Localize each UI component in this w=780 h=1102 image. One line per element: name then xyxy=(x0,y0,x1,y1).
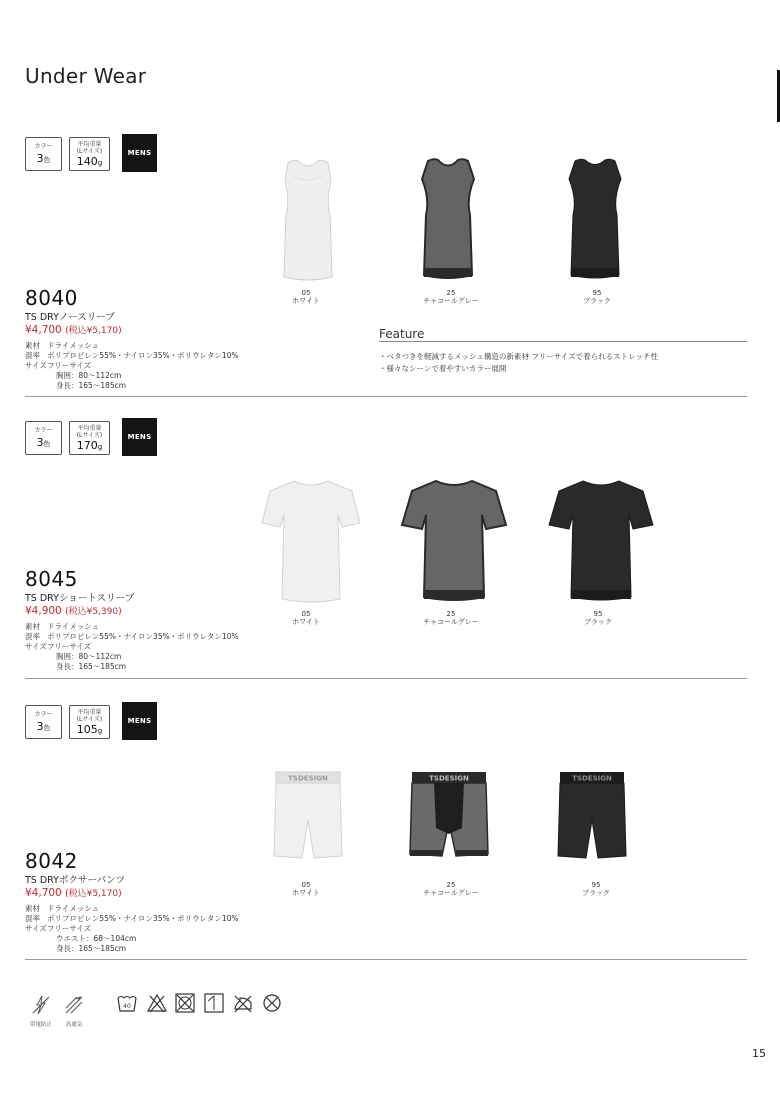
badge-group xyxy=(25,421,225,461)
feature-item: ・様々なシーンで着やすいカラー展開 xyxy=(379,364,507,373)
care-icons xyxy=(116,992,316,1022)
boxer-black-image xyxy=(552,768,632,863)
section-divider xyxy=(25,959,747,960)
product-code: 8042 xyxy=(25,849,78,873)
antistatic-icon xyxy=(29,993,53,1017)
product-specs xyxy=(25,622,239,672)
weight-label: 平均重量 xyxy=(77,425,102,432)
variant-color: チャコールグレー xyxy=(423,297,479,305)
variant-caption xyxy=(266,881,346,897)
weight-unit: g xyxy=(97,443,103,451)
variant-color: ホワイト xyxy=(292,618,320,626)
product-specs xyxy=(25,904,239,954)
variant-number: 25 xyxy=(446,289,456,297)
size-key: サイズ xyxy=(25,361,47,370)
wash-40-icon xyxy=(116,992,138,1014)
variant-number: 05 xyxy=(301,289,311,297)
variant-color: チャコールグレー xyxy=(423,618,479,626)
variant-number: 05 xyxy=(301,610,311,618)
variant-color: ブラック xyxy=(582,889,610,897)
weight-label: 平均重量 xyxy=(77,141,102,148)
feature-title: Feature xyxy=(379,327,425,341)
color-count-badge xyxy=(25,705,62,739)
no-dry-clean-icon xyxy=(261,992,283,1014)
variant-caption xyxy=(266,289,346,305)
variant-color: ホワイト xyxy=(292,297,320,305)
breathable-icon xyxy=(62,993,86,1017)
weight-value: 140 xyxy=(76,155,98,168)
product-price xyxy=(25,323,122,336)
product-code: 8040 xyxy=(25,286,78,310)
line-dry-icon xyxy=(203,992,225,1014)
material-key: 素材 xyxy=(25,341,40,350)
feature-item: ・フリーサイズで着られるストレッチ性 xyxy=(524,352,659,361)
blend-key: 混率 xyxy=(25,632,40,641)
mens-badge: MENS xyxy=(122,702,157,740)
badge-group xyxy=(25,137,225,177)
antistatic-label: 帯電防止 xyxy=(29,1022,52,1028)
size-detail-height: 身長：165〜185cm xyxy=(56,381,127,390)
price-tax: (税込¥5,170) xyxy=(65,326,122,336)
wash-temperature: 40 xyxy=(123,1003,131,1010)
product-name: TS DRYノースリーブ xyxy=(25,312,115,323)
price-value: ¥4,700 xyxy=(25,887,62,899)
weight-unit: g xyxy=(97,727,103,735)
variant-color: ホワイト xyxy=(292,889,320,897)
color-count: 3 xyxy=(36,152,44,165)
shortsleeve-black-image xyxy=(545,475,657,605)
product-specs xyxy=(25,341,239,391)
size-key: サイズ xyxy=(25,924,47,933)
variant-caption xyxy=(557,289,637,305)
material-key: 素材 xyxy=(25,622,40,631)
shortsleeve-charcoal-image xyxy=(398,475,510,605)
feature-item: ・ベタつきを軽減するメッシュ構造の新素材 xyxy=(379,352,529,361)
waistband-logo: TSDESIGN xyxy=(572,774,612,783)
sleeveless-black-image xyxy=(555,155,635,285)
blend-value: ポリプロピレン55%・ナイロン35%・ポリウレタン10% xyxy=(47,351,239,360)
material-key: 素材 xyxy=(25,904,40,913)
weight-badge xyxy=(69,421,110,455)
blend-value: ポリプロピレン55%・ナイロン35%・ポリウレタン10% xyxy=(47,632,239,641)
variant-number: 05 xyxy=(301,881,311,889)
section-divider xyxy=(25,678,747,679)
variant-number: 25 xyxy=(446,881,456,889)
boxer-charcoal-image xyxy=(404,768,494,863)
size-detail-chest: 胸囲：80〜112cm xyxy=(56,371,122,380)
blend-value: ポリプロピレン55%・ナイロン35%・ポリウレタン10% xyxy=(47,914,239,923)
product-code: 8045 xyxy=(25,567,78,591)
waistband-logo: TSDESIGN xyxy=(429,774,469,783)
variant-number: 95 xyxy=(591,881,601,889)
shortsleeve-white-image xyxy=(256,475,366,605)
color-unit: 色 xyxy=(43,156,51,164)
product-price xyxy=(25,604,122,617)
size-detail-height: 身長：165〜185cm xyxy=(56,662,127,671)
waistband-logo: TSDESIGN xyxy=(288,774,328,783)
variant-caption xyxy=(411,881,491,897)
feature-divider xyxy=(379,341,747,342)
product-name: TS DRYボクサーパンツ xyxy=(25,875,125,886)
variant-caption xyxy=(558,610,638,626)
price-value: ¥4,900 xyxy=(25,605,62,617)
variant-caption xyxy=(556,881,636,897)
variant-caption xyxy=(266,610,346,626)
page-title: Under Wear xyxy=(25,64,147,88)
weight-badge xyxy=(69,705,110,739)
variant-color: チャコールグレー xyxy=(423,889,479,897)
page-number: 15 xyxy=(752,1047,766,1060)
product-price xyxy=(25,886,122,899)
price-value: ¥4,700 xyxy=(25,324,62,336)
size-detail-chest: 胸囲：80〜112cm xyxy=(56,652,122,661)
sleeveless-charcoal-image xyxy=(408,155,488,285)
color-unit: 色 xyxy=(43,440,51,448)
variant-number: 25 xyxy=(446,610,456,618)
breathable-label: 高通気 xyxy=(65,1022,83,1028)
color-label: カラー xyxy=(34,427,53,434)
weight-size-label: (Lサイズ) xyxy=(76,432,103,439)
sleeveless-white-image xyxy=(268,155,348,285)
weight-value: 170 xyxy=(76,439,98,452)
blend-key: 混率 xyxy=(25,914,40,923)
badge-group xyxy=(25,705,225,745)
color-count-badge xyxy=(25,137,62,171)
product-name: TS DRYショートスリーブ xyxy=(25,593,135,604)
size-value: フリーサイズ xyxy=(47,924,92,933)
size-value: フリーサイズ xyxy=(47,642,92,651)
no-tumble-dry-icon xyxy=(174,992,196,1014)
weight-size-label: (Lサイズ) xyxy=(76,148,103,155)
color-label: カラー xyxy=(34,143,53,150)
variant-color: ブラック xyxy=(583,297,611,305)
material-value: ドライメッシュ xyxy=(47,341,100,350)
color-count: 3 xyxy=(36,720,44,733)
variant-color: ブラック xyxy=(584,618,612,626)
no-iron-icon xyxy=(232,992,254,1014)
weight-label: 平均重量 xyxy=(77,709,102,716)
size-detail-waist: ウエスト：68〜104cm xyxy=(56,934,137,943)
variant-number: 95 xyxy=(592,289,602,297)
variant-caption xyxy=(411,610,491,626)
price-tax: (税込¥5,390) xyxy=(65,607,122,617)
material-value: ドライメッシュ xyxy=(47,622,100,631)
weight-value: 105 xyxy=(76,723,98,736)
price-tax: (税込¥5,170) xyxy=(65,889,122,899)
weight-size-label: (Lサイズ) xyxy=(76,716,103,723)
color-count-badge xyxy=(25,421,62,455)
variant-number: 95 xyxy=(593,610,603,618)
boxer-white-image xyxy=(268,768,348,863)
no-bleach-icon xyxy=(146,992,168,1014)
size-detail-height: 身長：165〜185cm xyxy=(56,944,127,953)
color-count: 3 xyxy=(36,436,44,449)
size-value: フリーサイズ xyxy=(47,361,92,370)
weight-badge xyxy=(69,137,110,171)
size-key: サイズ xyxy=(25,642,47,651)
blend-key: 混率 xyxy=(25,351,40,360)
color-unit: 色 xyxy=(43,724,51,732)
variant-caption xyxy=(411,289,491,305)
color-label: カラー xyxy=(34,711,53,718)
mens-badge: MENS xyxy=(122,134,157,172)
material-value: ドライメッシュ xyxy=(47,904,100,913)
mens-badge: MENS xyxy=(122,418,157,456)
section-divider xyxy=(25,396,747,397)
weight-unit: g xyxy=(97,159,103,167)
